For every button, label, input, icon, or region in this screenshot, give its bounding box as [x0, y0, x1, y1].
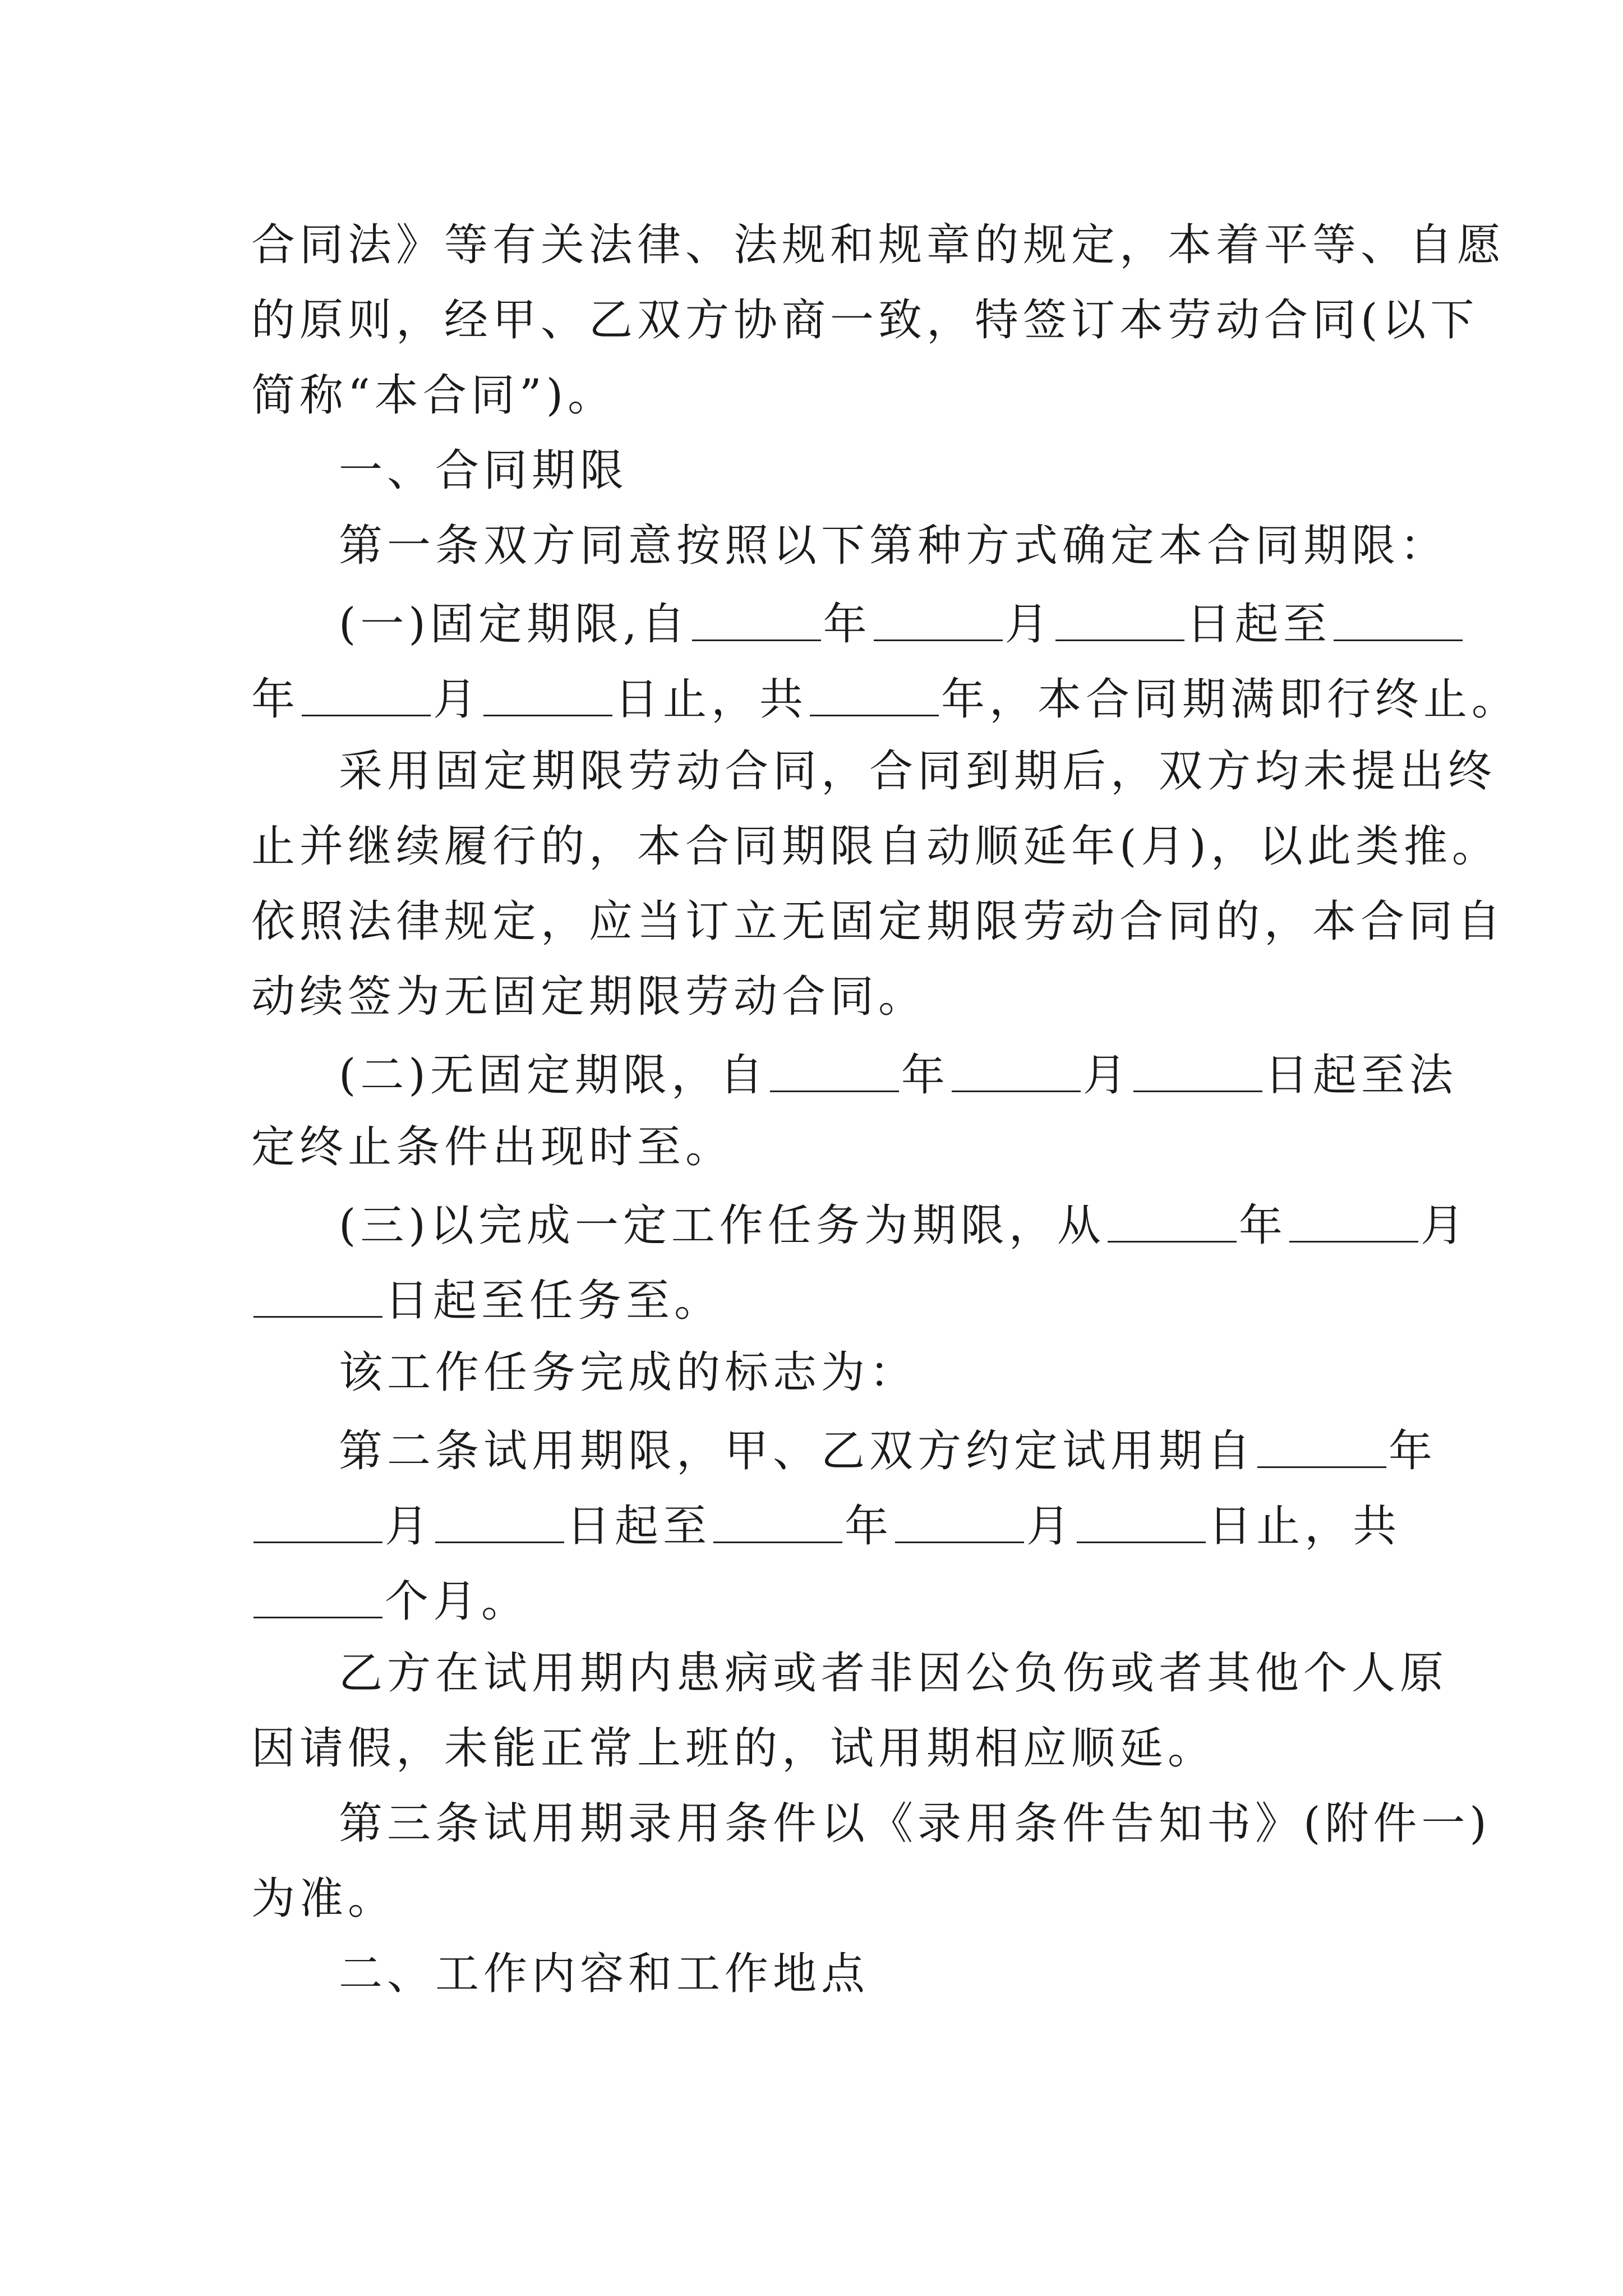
paragraph-line: 的原则，经甲、乙双方协商一致，特签订本劳动合同(以下: [251, 295, 1479, 346]
fill-blank[interactable]: [810, 674, 939, 716]
paragraph-line: [251, 674, 1520, 725]
fill-blank[interactable]: [302, 674, 431, 716]
line-text: 年: [823, 599, 872, 650]
fill-blank[interactable]: [483, 674, 612, 716]
line-text: 月: [1082, 1050, 1131, 1101]
fill-blank[interactable]: [952, 1050, 1081, 1092]
paragraph-line: [251, 1276, 723, 1326]
line-text: 年: [845, 1501, 893, 1552]
article-line: [339, 1426, 1437, 1476]
fill-blank[interactable]: [770, 1050, 899, 1092]
fill-blank[interactable]: [1108, 1200, 1237, 1243]
paragraph-line: [339, 1200, 1469, 1251]
line-text: 年，本合同期满即行终止。: [941, 674, 1520, 725]
line-text: 月: [1420, 1200, 1469, 1251]
paragraph-line: 依照法律规定，应当订立无固定期限劳动合同的，本合同自: [251, 896, 1506, 947]
line-text: 月: [1026, 1501, 1075, 1552]
line-text: 月: [1004, 599, 1053, 650]
line-text: 日起至任务至。: [385, 1276, 723, 1326]
article-line: [339, 599, 1465, 650]
fill-blank[interactable]: [1257, 1426, 1386, 1468]
fill-blank[interactable]: [253, 1576, 382, 1618]
line-text: 月: [433, 674, 482, 725]
line-text: 年: [1389, 1426, 1437, 1476]
line-text: 年: [251, 674, 300, 725]
line-text: 年: [1238, 1200, 1287, 1251]
line-text: 日止，共: [615, 674, 808, 725]
paragraph-line: 采用固定期限劳动合同，合同到期后，双方均未提出终: [339, 746, 1497, 797]
paragraph-line: 因请假，未能正常上班的，试用期相应顺延。: [251, 1723, 1216, 1774]
fill-blank[interactable]: [713, 1501, 842, 1543]
line-text: 日起至: [566, 1501, 712, 1552]
paragraph-line: [251, 1501, 1401, 1552]
paragraph-line: 简称“本合同”)。: [251, 370, 616, 421]
fill-blank[interactable]: [1289, 1200, 1418, 1243]
line-text: 月: [385, 1501, 434, 1552]
fill-blank[interactable]: [253, 1276, 382, 1318]
line-text: (二)无固定期限，自: [339, 1050, 768, 1101]
paragraph-line: 定终止条件出现时至。: [251, 1122, 734, 1172]
fill-blank[interactable]: [1334, 599, 1463, 641]
article-line: 第三条试用期录用条件以《录用条件告知书》(附件一): [339, 1798, 1491, 1849]
paragraph-line: [339, 1050, 1458, 1101]
line-text: (三)以完成一定工作任务为期限，从: [339, 1200, 1105, 1251]
fill-blank[interactable]: [1077, 1501, 1206, 1543]
fill-blank[interactable]: [874, 599, 1003, 641]
line-text: 年: [901, 1050, 949, 1101]
paragraph-line: 合同法》等有关法律、法规和规章的规定，本着平等、自愿: [251, 220, 1506, 270]
fill-blank[interactable]: [1133, 1050, 1262, 1092]
fill-blank[interactable]: [895, 1501, 1024, 1543]
paragraph-line: 乙方在试用期内患病或者非因公负伤或者其他个人原: [339, 1648, 1449, 1699]
fill-blank[interactable]: [692, 599, 821, 641]
section-heading: 一、合同期限: [339, 445, 629, 496]
line-text: 第二条试用期限，甲、乙双方约定试用期自: [339, 1426, 1256, 1476]
paragraph-line: 该工作任务完成的标志为：: [339, 1347, 918, 1398]
paragraph-line: 为准。: [251, 1874, 396, 1924]
line-text: (一)固定期限,自: [339, 599, 690, 650]
fill-blank[interactable]: [435, 1501, 564, 1543]
article-line: 第一条双方同意按照以下第种方式确定本合同期限：: [339, 521, 1449, 571]
fill-blank[interactable]: [1055, 599, 1184, 641]
line-text: 日起至法: [1264, 1050, 1458, 1101]
line-text: 日起至: [1186, 599, 1331, 650]
paragraph-line: 止并继续履行的，本合同期限自动顺延年(月)，以此类推。: [251, 821, 1500, 872]
paragraph-line: 动续签为无固定期限劳动合同。: [251, 972, 927, 1022]
fill-blank[interactable]: [253, 1501, 382, 1543]
section-heading: 二、工作内容和工作地点: [339, 1949, 870, 1999]
paragraph-line: [251, 1576, 530, 1627]
line-text: 个月。: [385, 1576, 530, 1627]
line-text: 日止，共: [1208, 1501, 1401, 1552]
